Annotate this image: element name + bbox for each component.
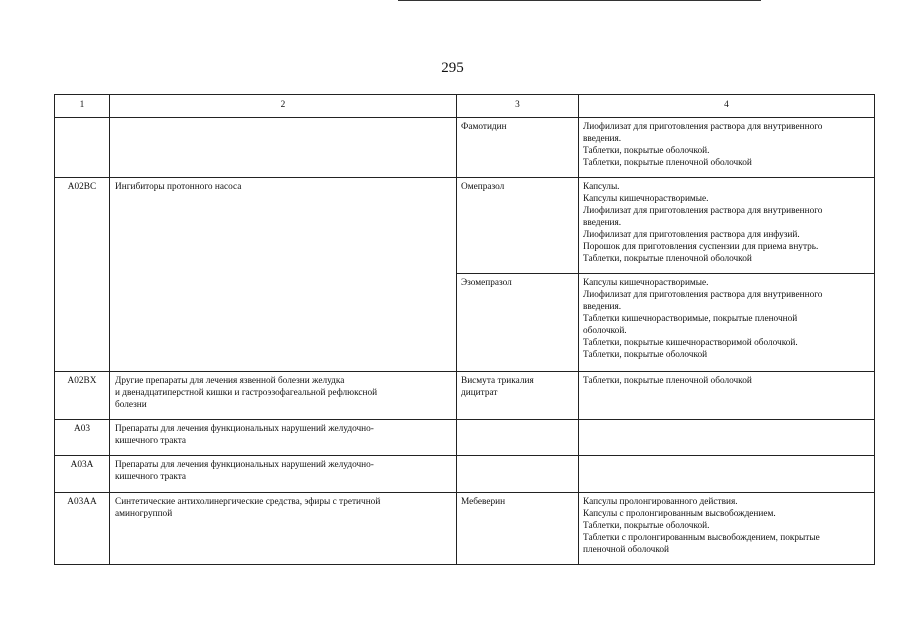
- dosage-forms-cell: Капсулы пролонгированного действия. Капсулы с пролонгированным высвобождением. Таблетки, покрытые оболочкой. Таблетки с пролонгированным высвобождением, покрытые пленочной оболочкой: [579, 493, 875, 565]
- atc-code-cell: A03: [55, 420, 110, 456]
- drug-name-cell: Эзомепразол: [457, 274, 579, 372]
- table-row: [55, 420, 875, 456]
- group-name-cell: Другие препараты для лечения язвенной болезни желудка и двенадцатиперстной кишки и гастроэзофагеальной рефлюксной болезни: [110, 372, 457, 420]
- drug-name-cell: Висмута трикалия дицитрат: [457, 372, 579, 420]
- drug-name-cell: [457, 456, 579, 493]
- group-name-cell: Ингибиторы протонного насоса: [110, 178, 457, 372]
- column-header: 1: [55, 95, 110, 118]
- drug-name-cell: Фамотидин: [457, 118, 579, 178]
- atc-code-cell: A03AA: [55, 493, 110, 565]
- drug-table: [54, 94, 875, 565]
- dosage-forms-cell: Капсулы. Капсулы кишечнорастворимые. Лиофилизат для приготовления раствора для внутривенного введения. Лиофилизат для приготовления раствора для инфузий. Порошок для приготовления суспензии для приема внутрь. Таблетки, покрытые пленочной оболочкой: [579, 178, 875, 274]
- drug-name-cell: [457, 420, 579, 456]
- page-number: 295: [441, 60, 464, 76]
- group-name-cell: Препараты для лечения функциональных нарушений желудочно- кишечного тракта: [110, 456, 457, 493]
- table-row: [55, 372, 875, 420]
- table-row: [55, 118, 875, 178]
- group-name-cell: [110, 118, 457, 178]
- column-header: 4: [579, 95, 875, 118]
- drug-name-cell: Мебеверин: [457, 493, 579, 565]
- group-name-cell: Препараты для лечения функциональных нарушений желудочно- кишечного тракта: [110, 420, 457, 456]
- dosage-forms-cell: [579, 456, 875, 493]
- dosage-forms-cell: [579, 420, 875, 456]
- atc-code-cell: A02BX: [55, 372, 110, 420]
- dosage-forms-cell: Таблетки, покрытые пленочной оболочкой: [579, 372, 875, 420]
- table-row: [55, 178, 875, 274]
- dosage-forms-cell: Капсулы кишечнорастворимые. Лиофилизат для приготовления раствора для внутривенного введения. Таблетки кишечнорастворимые, покрытые пленочной оболочкой. Таблетки, покрытые кишечнорастворимой оболочкой. Таблетки, покрытые оболочкой: [579, 274, 875, 372]
- table-header-row: [55, 95, 875, 118]
- column-header: 3: [457, 95, 579, 118]
- atc-code-cell: [55, 118, 110, 178]
- atc-code-cell: A03A: [55, 456, 110, 493]
- table-row: [55, 493, 875, 565]
- atc-code-cell: A02BC: [55, 178, 110, 372]
- group-name-cell: Синтетические антихолинергические средства, эфиры с третичной аминогруппой: [110, 493, 457, 565]
- top-rule: [398, 0, 761, 1]
- column-header: 2: [110, 95, 457, 118]
- dosage-forms-cell: Лиофилизат для приготовления раствора для внутривенного введения. Таблетки, покрытые оболочкой. Таблетки, покрытые пленочной оболочкой: [579, 118, 875, 178]
- drug-name-cell: Омепразол: [457, 178, 579, 274]
- table-row: [55, 456, 875, 493]
